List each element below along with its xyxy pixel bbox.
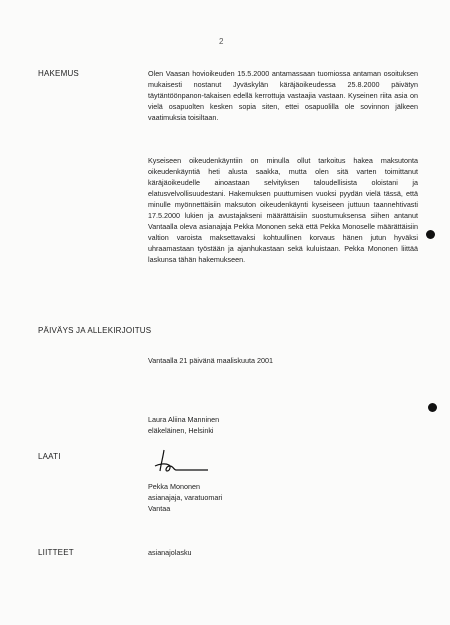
signature-icon <box>152 447 210 477</box>
preparer-city: Vantaa <box>148 504 171 513</box>
label-liitteet: LIITTEET <box>38 548 74 557</box>
preparer-title: asianajaja, varatuomari <box>148 493 223 502</box>
date-line: Vantaalla 21 päivänä maaliskuuta 2001 <box>148 356 273 365</box>
signer-name: Laura Aliina Manninen <box>148 415 220 424</box>
attachment-item: asianajolasku <box>148 548 192 557</box>
paragraph-2: Kyseiseen oikeudenkäyntiin on minulla ollut tarkoitus hakea maksutonta oikeudenkäyntiä heti alusta saakka, mutta olen sitä varten toimittanut käräjäoikeudelle ainoastaan selvityksen taloudellisista oloistani ja elatusvelvollisuudestani. Hakemuksen puuttumisen vuoksi pyydän vielä tässä, että minulle myönnettäisiin maksuton oikeudenkäynti kyseiseen juttuun taannehtivasti 17.5.2000 lukien ja avustajakseni määrättäisiin suostumuksensa siihen antanut Vantaalla oleva asianajaja Pekka Mononen sekä että Pekka Monoselle määrättäisiin valtion varoista maksettavaksi kohtuullinen korvaus hänen jutun hyväksi uhraamastaan työstään ja ajanhukastaan sekä kuluistaan. Pekka Mononen liittää laskunsa tähän hakemukseen. <box>148 156 418 264</box>
label-hakemus: HAKEMUS <box>38 69 79 78</box>
punch-hole <box>426 230 435 239</box>
label-paivays: PÄIVÄYS JA ALLEKIRJOITUS <box>38 326 152 335</box>
label-laati: LAATI <box>38 452 61 461</box>
signer-title: eläkeläinen, Helsinki <box>148 426 214 435</box>
preparer-name: Pekka Mononen <box>148 482 200 491</box>
paragraph-1: Olen Vaasan hovioikeuden 15.5.2000 antamassaan tuomiossa antaman osoituksen mukaisesti nostanut Jyväskylän käräjäoikeudessa 25.8.2000 päivätyn täytäntöönpanon-takaisen edellä kerrottuja vastaajia vastaan. Kyseinen riita asia on vielä osapuolten kesken sopia siten, ettei osapuolilla ole sovinnon jälkeen vaatimuksia toisiltaan. <box>148 69 418 122</box>
page-number: 2 <box>219 37 224 46</box>
punch-hole <box>428 403 437 412</box>
